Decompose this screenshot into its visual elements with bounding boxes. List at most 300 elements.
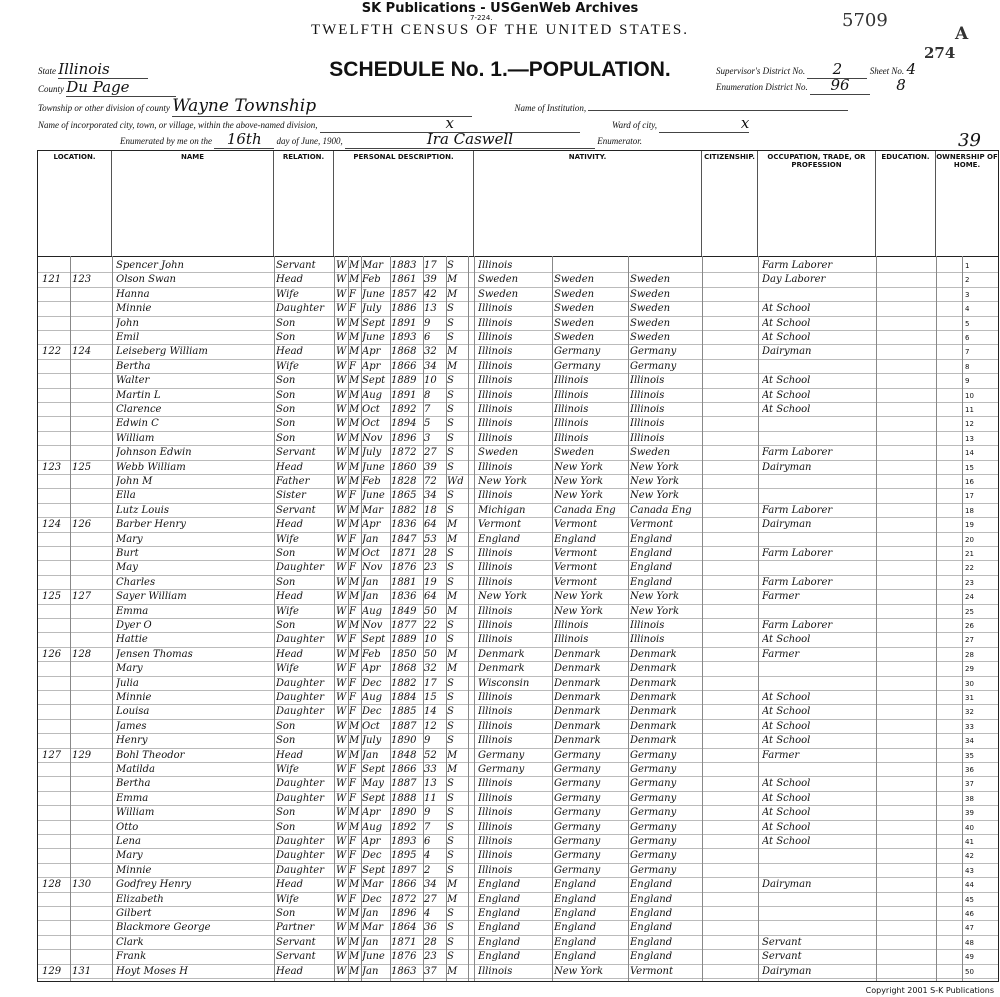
cell-dw <box>42 259 70 273</box>
state-value: Illinois <box>58 60 148 79</box>
cell-sex: M <box>349 504 360 516</box>
cell-rel: Servant <box>276 951 316 963</box>
cell-name: Barber Henry <box>116 519 186 531</box>
cell-birth: Denmark <box>478 648 525 660</box>
cell-fam <box>72 921 110 935</box>
cell-occ: At School <box>762 821 811 833</box>
cell-dw: 128 <box>42 879 62 891</box>
cell-col: W <box>336 692 347 703</box>
cell-fbirth: Illinois <box>554 432 589 444</box>
col-occupation: OCCUPATION, TRADE, OR PROFESSION <box>758 151 876 256</box>
cell-yr: 1871 <box>391 936 417 948</box>
column-rule <box>758 256 759 981</box>
cell-birth: Illinois <box>478 821 513 833</box>
cell-col: W <box>336 735 347 747</box>
cell-birth: Illinois <box>478 864 513 876</box>
cell-fam: 126 <box>72 519 92 531</box>
cell-age: 14 <box>424 706 437 718</box>
ward-label: Ward of city, <box>611 120 658 130</box>
cell-mbirth: Denmark <box>630 735 677 747</box>
cell-birth: Illinois <box>478 375 513 387</box>
cell-mo: Feb <box>362 476 381 487</box>
cell-name: Hanna <box>116 288 150 300</box>
enum-district-value: 96 <box>810 76 870 95</box>
table-row <box>38 705 998 719</box>
incorporated-label: Name of incorporated city, town, or village, within the above-named division, <box>38 120 318 130</box>
line-number: 3 <box>965 290 970 299</box>
cell-occ: Farm Laborer <box>762 620 833 631</box>
cell-age: 53 <box>424 533 437 545</box>
cell-fbirth: Germany <box>554 346 601 358</box>
line-number: 1 <box>965 262 970 270</box>
table-row <box>38 317 998 331</box>
column-rule <box>390 256 391 981</box>
archive-banner: SK Publications - USGenWeb Archives <box>361 1 639 16</box>
cell-col: W <box>336 807 347 819</box>
cell-mo: Feb <box>362 274 381 286</box>
cell-yr: 1896 <box>391 432 417 444</box>
cell-dw <box>42 893 70 907</box>
cell-birth: Illinois <box>478 720 513 732</box>
column-rule <box>70 256 71 981</box>
cell-col: W <box>336 375 347 387</box>
cell-mo: May <box>362 778 384 790</box>
cell-age: 72 <box>424 476 437 487</box>
cell-yr: 1882 <box>391 504 417 516</box>
cell-occ: Farm Laborer <box>762 260 833 271</box>
cell-rel: Daughter <box>276 792 324 804</box>
cell-fbirth: Denmark <box>554 648 601 660</box>
cell-fam <box>72 662 110 676</box>
cell-occ <box>762 864 874 878</box>
cell-age: 2 <box>424 864 431 876</box>
cell-col: W <box>336 418 347 430</box>
cell-birth: England <box>478 908 521 919</box>
cell-yr: 1828 <box>391 476 417 487</box>
cell-name: Louisa <box>116 706 150 718</box>
cell-mo: Dec <box>362 706 382 718</box>
cell-ms: S <box>447 807 454 819</box>
cell-fbirth: Illinois <box>554 404 589 415</box>
copyright: Copyright 2001 S-K Publications <box>865 986 994 995</box>
line-number: 23 <box>965 578 974 587</box>
table-row <box>38 360 998 374</box>
cell-rel: Daughter <box>276 303 324 315</box>
cell-name: Dyer O <box>116 620 152 631</box>
cell-fam <box>72 763 110 777</box>
cell-fbirth: Illinois <box>554 389 589 401</box>
col-nativity: NATIVITY. <box>474 151 702 256</box>
cell-col: W <box>336 663 347 675</box>
cell-col: W <box>336 605 347 617</box>
cell-mo: Apr <box>362 346 381 358</box>
cell-name: Martin L <box>116 389 161 401</box>
cell-fbirth: Germany <box>554 778 601 790</box>
cell-rel: Daughter <box>276 836 324 847</box>
column-rule <box>876 256 877 981</box>
cell-col: W <box>336 951 347 963</box>
cell-sex: M <box>349 908 360 919</box>
cell-col: W <box>336 879 347 891</box>
cell-mbirth: Germany <box>630 792 677 804</box>
incorporated-value: x <box>320 114 580 133</box>
line-number: 13 <box>965 434 974 443</box>
cell-fbirth: England <box>554 922 597 934</box>
line-number: 20 <box>965 535 974 544</box>
cell-dw <box>42 720 70 734</box>
cell-rel: Daughter <box>276 864 324 876</box>
cell-age: 17 <box>424 260 437 271</box>
cell-dw <box>42 489 70 503</box>
cell-yr: 1849 <box>391 605 417 617</box>
line-number: 50 <box>965 967 974 976</box>
cell-yr: 1882 <box>391 677 417 689</box>
col-ownership: OWNERSHIP OF HOME. <box>936 153 998 169</box>
cell-fbirth: New York <box>554 591 603 603</box>
table-row <box>38 907 998 921</box>
cell-yr: 1884 <box>391 692 417 703</box>
line-number: 25 <box>965 607 974 616</box>
cell-dw <box>42 605 70 619</box>
cell-dw <box>42 662 70 676</box>
cell-yr: 1890 <box>391 735 417 747</box>
cell-occ: At School <box>762 389 811 401</box>
table-row <box>38 864 998 878</box>
cell-name: Mary <box>116 850 143 862</box>
cell-occ <box>762 605 874 619</box>
cell-ms: M <box>447 533 458 545</box>
cell-col: W <box>336 317 347 329</box>
cell-mo: June <box>362 461 385 473</box>
cell-col: W <box>336 490 347 502</box>
cell-occ: Dairyman <box>762 965 812 977</box>
line-number: 18 <box>965 506 974 515</box>
cell-ms: S <box>447 720 454 732</box>
cell-age: 34 <box>424 360 437 372</box>
cell-occ: Servant <box>762 951 802 963</box>
cell-fbirth: Denmark <box>554 663 601 675</box>
cell-birth: Illinois <box>478 735 513 747</box>
cell-ms: S <box>447 735 454 747</box>
cell-name: Minnie <box>116 692 152 703</box>
cell-col: W <box>336 893 347 905</box>
cell-rel: Servant <box>276 447 316 459</box>
sheet-value: 4 <box>906 60 916 78</box>
cell-birth: Illinois <box>478 548 513 559</box>
cell-name: Webb William <box>116 461 186 473</box>
cell-sex: M <box>349 965 360 977</box>
table-row <box>38 734 998 748</box>
cell-ms: S <box>447 576 454 588</box>
cell-fam <box>72 360 110 374</box>
cell-age: 34 <box>424 490 437 502</box>
table-row <box>38 893 998 907</box>
cell-birth: Denmark <box>478 663 525 675</box>
cell-rel: Son <box>276 620 296 631</box>
cell-fbirth: Denmark <box>554 735 601 747</box>
cell-sex: F <box>349 303 356 315</box>
cell-ms: S <box>447 418 454 430</box>
cell-name: Hattie <box>116 634 148 646</box>
cell-dw <box>42 821 70 835</box>
table-row <box>38 288 998 302</box>
cell-ms: M <box>447 288 458 300</box>
cell-yr: 1892 <box>391 404 417 415</box>
cell-sex: F <box>349 850 356 862</box>
cell-name: Mary <box>116 663 143 675</box>
enumerator-name: Ira Caswell <box>345 130 595 149</box>
cell-rel: Sister <box>276 490 306 502</box>
cell-fbirth: Germany <box>554 850 601 862</box>
table-row <box>38 878 998 892</box>
cell-dw <box>42 763 70 777</box>
column-rule <box>446 256 447 981</box>
cell-fam <box>72 374 110 388</box>
cell-fam <box>72 849 110 863</box>
cell-yr: 1863 <box>391 965 417 977</box>
cell-ms: S <box>447 461 454 473</box>
cell-name: Elizabeth <box>116 893 164 905</box>
cell-yr: 1866 <box>391 360 417 372</box>
cell-fbirth: Sweden <box>554 447 595 459</box>
cell-dw <box>42 446 70 460</box>
cell-col: W <box>336 533 347 545</box>
cell-mbirth: Germany <box>630 864 677 876</box>
cell-mo: Sept <box>362 864 386 876</box>
cell-name: Emma <box>116 792 149 804</box>
line-number: 2 <box>965 276 970 285</box>
cell-col: W <box>336 836 347 847</box>
cell-name: May <box>116 562 138 574</box>
cell-age: 27 <box>424 447 437 459</box>
cell-fam: 124 <box>72 346 92 358</box>
cell-yr: 1860 <box>391 461 417 473</box>
cell-mbirth: Illinois <box>630 389 665 401</box>
cell-sex: F <box>349 605 356 617</box>
cell-birth: Sweden <box>478 447 519 459</box>
cell-name: Olson Swan <box>116 274 176 286</box>
line-number: 12 <box>965 420 974 429</box>
cell-fbirth: Illinois <box>554 620 589 631</box>
cell-sex: F <box>349 288 356 300</box>
cell-dw <box>42 374 70 388</box>
cell-fbirth: Sweden <box>554 303 595 315</box>
cell-ms: M <box>447 274 458 286</box>
cell-ms: M <box>447 663 458 675</box>
cell-dw <box>42 403 70 417</box>
cell-name: Hoyt Moses H <box>116 965 188 977</box>
cell-mo: Dec <box>362 893 382 905</box>
cell-birth: Illinois <box>478 432 513 444</box>
cell-birth: Illinois <box>478 418 513 430</box>
cell-age: 32 <box>424 346 437 358</box>
cell-ms: S <box>447 836 454 847</box>
table-row <box>38 432 998 446</box>
cell-age: 10 <box>424 634 437 646</box>
cell-birth: Illinois <box>478 461 513 473</box>
cell-name: William <box>116 807 155 819</box>
cell-fam <box>72 821 110 835</box>
cell-name: Bohl Theodor <box>116 749 185 761</box>
cell-occ <box>762 417 874 431</box>
cell-birth: England <box>478 879 521 891</box>
cell-sex: M <box>349 620 360 631</box>
line-number: 29 <box>965 665 974 674</box>
cell-name: Otto <box>116 821 139 833</box>
table-row <box>38 302 998 316</box>
cell-age: 28 <box>424 548 437 559</box>
cell-yr: 1872 <box>391 447 417 459</box>
cell-ms: M <box>447 893 458 905</box>
cell-ms: S <box>447 922 454 934</box>
cell-age: 50 <box>424 648 437 660</box>
cell-ms: S <box>447 303 454 315</box>
cell-occ: At School <box>762 303 811 315</box>
cell-sex: F <box>349 893 356 905</box>
cell-birth: England <box>478 951 521 963</box>
cell-age: 17 <box>424 677 437 689</box>
cell-occ: Farm Laborer <box>762 576 833 588</box>
line-number: 41 <box>965 838 974 846</box>
cell-mbirth: Germany <box>630 764 677 775</box>
cell-ms: S <box>447 821 454 833</box>
cell-ms: S <box>447 792 454 804</box>
cell-yr: 1866 <box>391 764 417 775</box>
cell-sex: M <box>349 548 360 559</box>
cell-dw: 121 <box>42 274 62 286</box>
cell-rel: Son <box>276 807 296 819</box>
table-row <box>38 518 998 532</box>
cell-mo: Jan <box>362 908 379 919</box>
cell-birth: Sweden <box>478 274 519 286</box>
cell-yr: 1865 <box>391 490 417 502</box>
cell-mo: Apr <box>362 807 381 819</box>
cell-sex: M <box>349 274 360 286</box>
cell-age: 7 <box>424 404 431 415</box>
table-row <box>38 792 998 806</box>
cell-rel: Head <box>276 749 304 761</box>
line-number: 6 <box>965 334 970 342</box>
cell-sex: M <box>349 922 360 934</box>
cell-sex: M <box>349 260 360 271</box>
cell-occ: Farm Laborer <box>762 548 833 559</box>
state-line <box>38 60 148 79</box>
sheet-side: 8 <box>896 76 906 94</box>
column-rule <box>628 256 629 981</box>
cell-age: 3 <box>424 432 431 444</box>
stamp-page: 274 <box>924 44 956 62</box>
cell-mo: Mar <box>362 879 383 891</box>
cell-fbirth: Denmark <box>554 677 601 689</box>
cell-rel: Servant <box>276 504 316 516</box>
cell-rel: Head <box>276 879 304 891</box>
cell-ms: S <box>447 447 454 459</box>
cell-mo: July <box>362 303 382 315</box>
cell-col: W <box>336 764 347 775</box>
cell-birth: Illinois <box>478 576 513 588</box>
cell-rel: Wife <box>276 533 299 545</box>
cell-rel: Head <box>276 591 304 603</box>
cell-rel: Head <box>276 965 304 977</box>
cell-dw <box>42 734 70 748</box>
cell-name: Godfrey Henry <box>116 879 192 891</box>
cell-mbirth: Vermont <box>630 519 673 531</box>
cell-rel: Wife <box>276 605 299 617</box>
line-number: 45 <box>965 895 974 904</box>
cell-yr: 1895 <box>391 850 417 862</box>
cell-sex: M <box>349 879 360 891</box>
cell-occ <box>762 907 874 921</box>
table-row <box>38 374 998 388</box>
cell-age: 6 <box>424 332 431 343</box>
cell-mo: Apr <box>362 360 381 372</box>
cell-ms: M <box>447 605 458 617</box>
cell-mbirth: England <box>630 908 673 919</box>
column-rule <box>702 256 703 981</box>
cell-yr: 1877 <box>391 620 417 631</box>
cell-rel: Servant <box>276 936 316 948</box>
col-location: LOCATION. <box>38 151 112 256</box>
cell-dw <box>42 806 70 820</box>
cell-mo: Apr <box>362 519 381 531</box>
cell-birth: Illinois <box>478 346 513 358</box>
cell-rel: Servant <box>276 260 316 271</box>
cell-dw <box>42 777 70 791</box>
table-row <box>38 576 998 590</box>
cell-mbirth: England <box>630 951 673 963</box>
cell-occ <box>762 849 874 863</box>
cell-ms: S <box>447 850 454 862</box>
cell-fbirth: England <box>554 879 597 891</box>
cell-mo: Feb <box>362 648 381 660</box>
cell-yr: 1894 <box>391 418 417 430</box>
table-row <box>38 806 998 820</box>
cell-yr: 1885 <box>391 706 417 718</box>
cell-col: W <box>336 576 347 588</box>
cell-fam <box>72 691 110 705</box>
line-number: 15 <box>965 463 974 472</box>
cell-rel: Son <box>276 735 296 747</box>
table-row <box>38 648 998 662</box>
township-label: Township or other division of county <box>38 103 170 113</box>
cell-dw <box>42 705 70 719</box>
cell-ms: S <box>447 562 454 574</box>
cell-mo: Aug <box>362 821 383 833</box>
column-rule <box>474 256 475 981</box>
cell-name: Clark <box>116 936 144 948</box>
enumerated-line <box>120 130 642 149</box>
col-name: NAME <box>112 151 274 256</box>
cell-name: Emma <box>116 605 149 617</box>
cell-ms: S <box>447 677 454 689</box>
cell-sex: F <box>349 533 356 545</box>
cell-fam <box>72 734 110 748</box>
cell-mbirth: England <box>630 548 673 559</box>
cell-age: 22 <box>424 620 437 631</box>
line-number: 26 <box>965 622 974 630</box>
cell-yr: 1887 <box>391 720 417 732</box>
cell-col: W <box>336 821 347 833</box>
line-number: 19 <box>965 521 974 530</box>
line-number: 22 <box>965 564 974 573</box>
cell-name: Gilbert <box>116 908 152 919</box>
cell-age: 5 <box>424 418 431 430</box>
cell-yr: 1896 <box>391 908 417 919</box>
cell-fam <box>72 619 110 633</box>
cell-dw: 126 <box>42 648 62 660</box>
cell-birth: Sweden <box>478 288 519 300</box>
table-row <box>38 389 998 403</box>
